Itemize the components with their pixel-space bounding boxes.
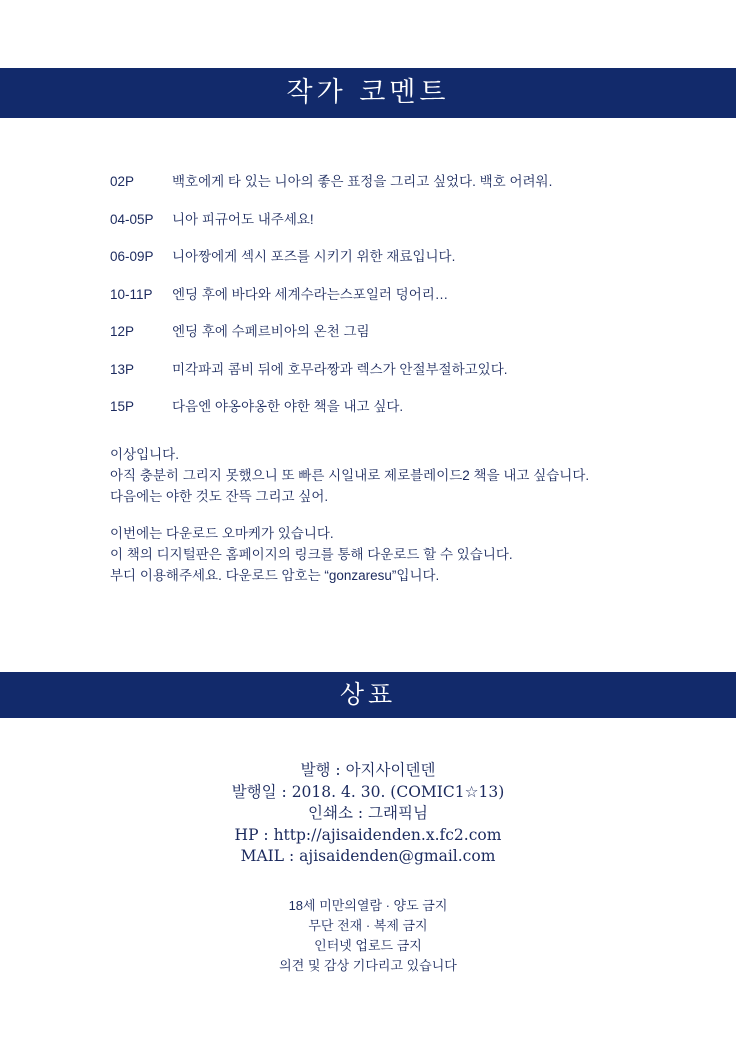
page-note-text: 다음엔 야옹야옹한 야한 책을 내고 싶다. [172,399,404,414]
page-note-text: 백호에게 타 있는 니아의 좋은 표정을 그리고 싶었다. 백호 어려워. [172,174,553,189]
list-item [110,358,670,378]
list-item [110,320,670,340]
paragraph-line: 이 책의 디지털판은 홈페이지의 링크를 통해 다운로드 할 수 있습니다. [110,547,513,562]
publish-date-line: 발행일 : 2018. 4. 30. (COMIC1☆13) [231,782,505,801]
page-number: 06-09P [110,249,154,264]
printer-line: 인쇄소 : 그래픽님 [308,804,428,822]
mail-line: MAIL : ajisaidenden@gmail.com [240,847,496,865]
page-number: 10-11P [110,286,153,302]
paragraph-line: 아직 충분히 그리지 못했으니 또 빠른 시일내로 제로블레이드2 책을 내고 싶습니다. [110,468,590,483]
afterword-paragraph-two [110,523,680,586]
page-note-text: 엔딩 후에 수페르비아의 온천 그림 [172,324,370,339]
notice-line: 의견 및 감상 기다리고 있습니다 [279,958,457,973]
legal-notices [0,896,736,976]
list-item [110,395,670,415]
page-note-text: 엔딩 후에 바다와 세계수라는스포일러 덩어리… [172,286,449,302]
list-item [110,245,670,265]
page-number: 02P [110,174,135,189]
notice-line: 무단 전재 · 복제 금지 [308,918,428,933]
page-notes-list [110,170,670,433]
list-item [110,170,670,190]
page-note-text: 니아짱에게 섹시 포즈를 시키기 위한 재료입니다. [172,249,456,264]
paragraph-line: 부디 이용해주세요. 다운로드 암호는 “gonzaresu”입니다. [110,568,440,583]
paragraph-line: 다음에는 야한 것도 잔뜩 그리고 싶어. [110,489,329,504]
notice-line: 18세 미만의열람 · 양도 금지 [288,898,448,913]
page-number: 13P [110,361,135,377]
section-title-author-comment: 작가 코멘트 [0,68,736,118]
section-title-trademark: 상표 [0,672,736,718]
notice-line: 인터넷 업로드 금지 [314,938,422,953]
page-note-text: 미각파괴 콤비 뒤에 호무라짱과 렉스가 안절부절하고있다. [172,361,508,377]
list-item [110,208,670,228]
publisher-line: 발행 : 아지사이덴덴 [300,761,436,779]
page-number: 12P [110,324,135,339]
paragraph-line: 이상입니다. [110,447,179,462]
list-item [110,283,670,303]
page-number: 04-05P [110,211,154,227]
page-note-text: 니아 피규어도 내주세요! [172,211,314,227]
homepage-line: HP : http://ajisaidenden.x.fc2.com [234,825,502,844]
paragraph-line: 이번에는 다운로드 오마케가 있습니다. [110,526,334,541]
publisher-info [0,760,736,868]
afterword-paragraph-one [110,444,680,507]
page-number: 15P [110,399,135,414]
